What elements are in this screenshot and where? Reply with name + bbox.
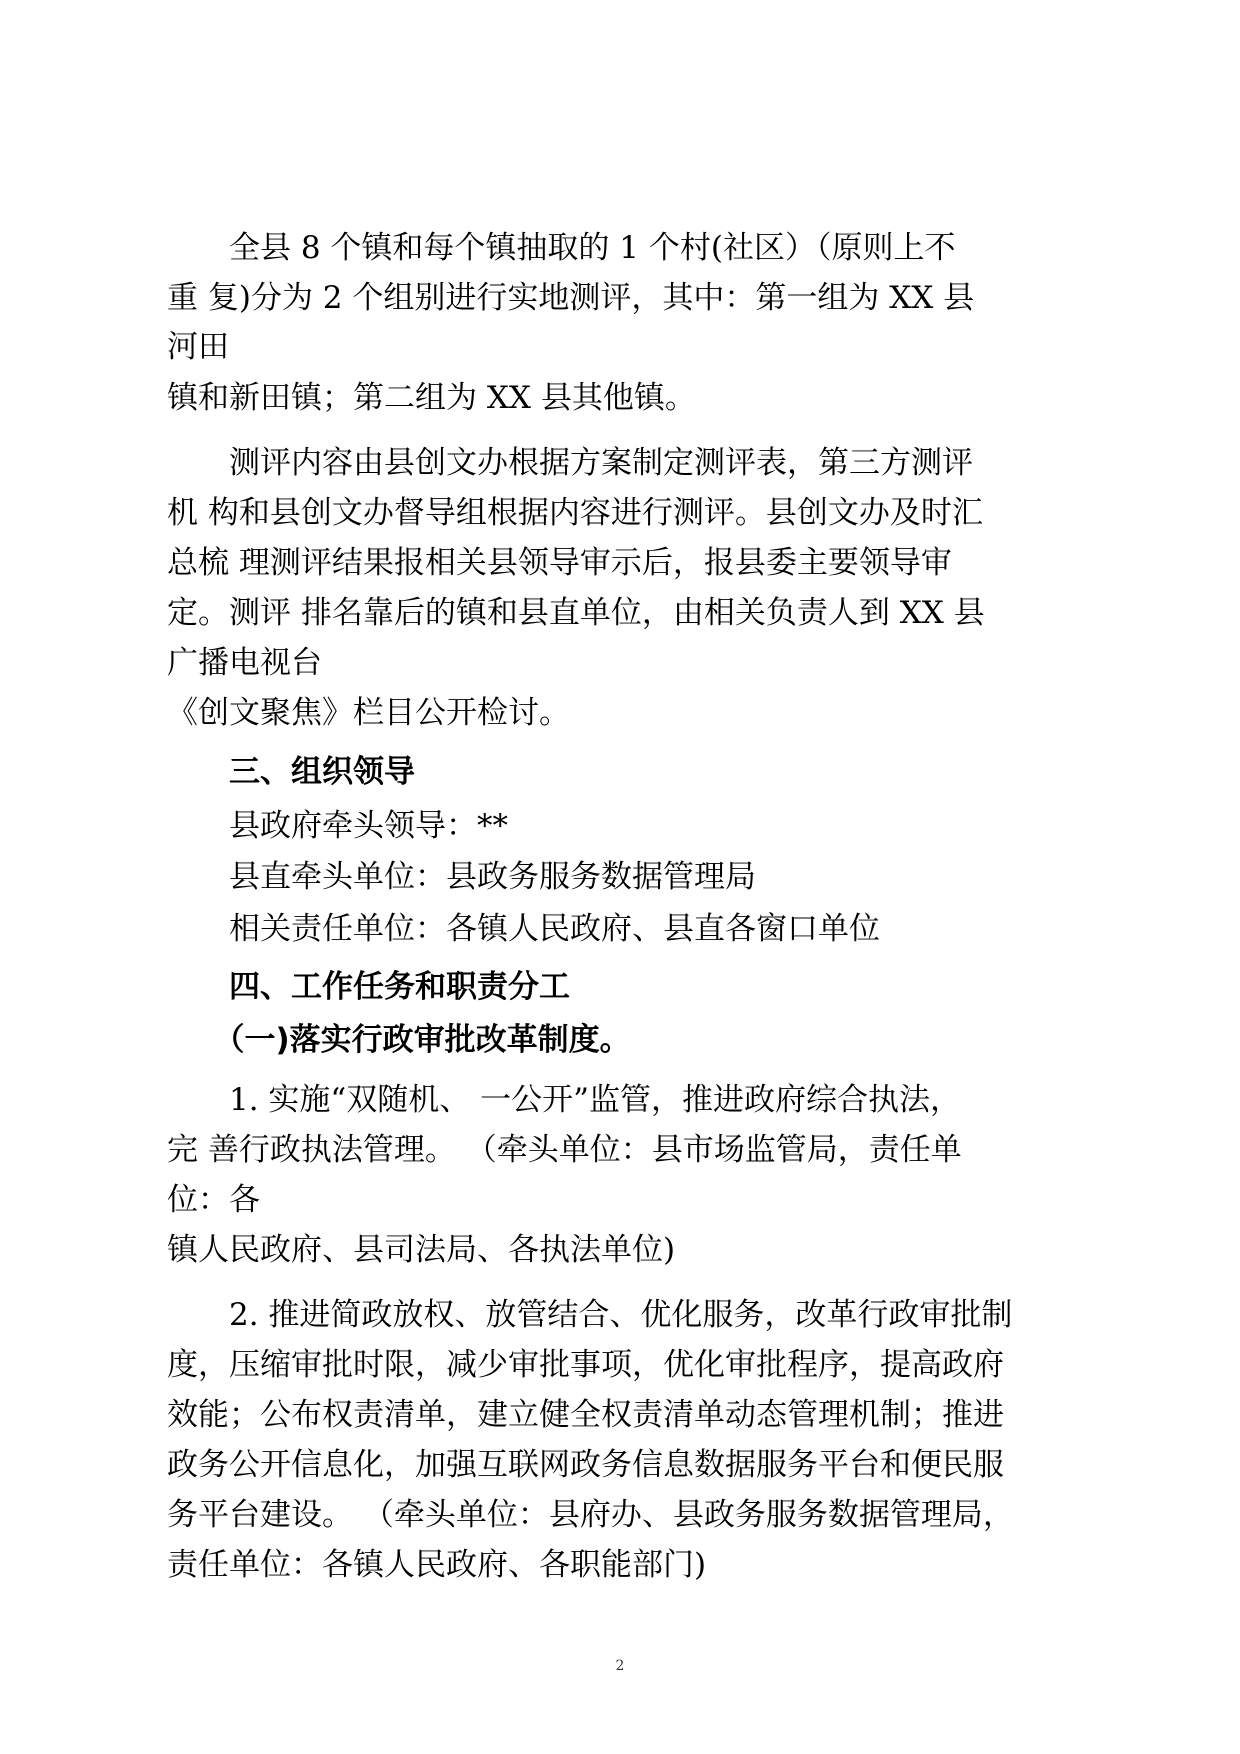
- item-2-line-6: 责任单位：各镇人民政府、各职能部门): [167, 1547, 707, 1583]
- lead-unit-line: 县直牵头单位：县政务服务数据管理局: [167, 859, 756, 895]
- item-2-line-5: 务平台建设。 （牵头单位：县府办、县政务服务数据管理局，: [167, 1497, 1014, 1533]
- item-1-line-1: 1. 实施“双随机、 一公开”监管，推进政府综合执法，: [167, 1082, 961, 1118]
- paragraph-2-line-6: 《创文聚焦》栏目公开检讨。: [167, 695, 570, 731]
- subsection-1-heading: （一)落实行政审批改革制度。: [167, 1022, 631, 1058]
- item-1-line-3: 位：各: [167, 1182, 260, 1218]
- item-2-line-2: 度，压缩审批时限，减少审批事项，优化审批程序，提高政府: [167, 1347, 1004, 1383]
- paragraph-2-line-1: 测评内容由县创文办根据方案制定测评表，第三方测评: [167, 445, 973, 481]
- page-number: 2: [615, 1658, 625, 1674]
- paragraph-1-line-3: 河田: [167, 329, 229, 365]
- section-3-heading: 三、组织领导: [167, 754, 415, 790]
- item-1-line-4: 镇人民政府、县司法局、各执法单位): [167, 1232, 676, 1268]
- paragraph-2-line-2: 机 构和县创文办督导组根据内容进行测评。县创文办及时汇: [167, 495, 983, 531]
- paragraph-1-line-4: 镇和新田镇；第二组为 XX 县其他镇。: [167, 380, 696, 416]
- section-4-heading: 四、工作任务和职责分工: [167, 969, 570, 1005]
- item-1-line-2: 完 善行政执法管理。 （牵头单位：县市场监管局，责任单: [167, 1132, 962, 1168]
- paragraph-2-line-3: 总梳 理测评结果报相关县领导审示后，报县委主要领导审: [167, 545, 952, 581]
- responsible-units-line: 相关责任单位：各镇人民政府、县直各窗口单位: [167, 911, 880, 947]
- paragraph-2-line-5: 广播电视台: [167, 645, 322, 681]
- leader-line: 县政府牵头领导：**: [167, 808, 508, 844]
- item-2-line-4: 政务公开信息化，加强互联网政务信息数据服务平台和便民服: [167, 1447, 1004, 1483]
- paragraph-2-line-4: 定。测评 排名靠后的镇和县直单位，由相关负责人到 XX 县: [167, 595, 985, 631]
- item-2-line-1: 2. 推进简政放权、放管结合、优化服务，改革行政审批制: [167, 1297, 1013, 1333]
- paragraph-1-line-1: 全县 8 个镇和每个镇抽取的 1 个村(社区）（原则上不: [167, 230, 956, 266]
- paragraph-1-line-2: 重 复)分为 2 个组别进行实地测评，其中：第一组为 XX 县: [167, 280, 975, 316]
- item-2-line-3: 效能；公布权责清单，建立健全权责清单动态管理机制；推进: [167, 1397, 1004, 1433]
